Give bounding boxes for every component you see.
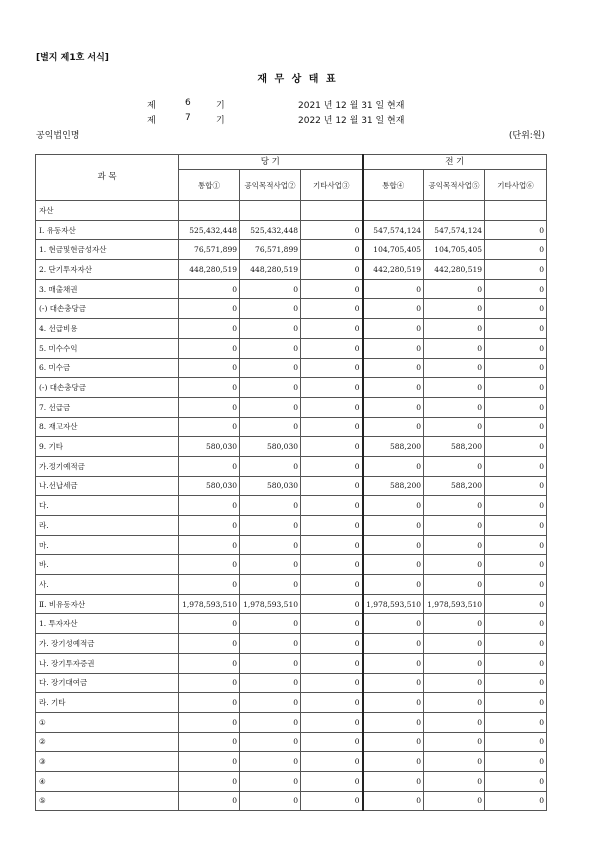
amount-cell: 0 [485,456,547,476]
amount-cell: 0 [240,712,301,732]
table-row [36,594,547,614]
amount-cell: 0 [363,338,424,358]
amount-cell: 0 [485,712,547,732]
amount-cell: 0 [424,693,485,713]
amount-cell: 0 [179,555,240,575]
amount-cell: 0 [363,732,424,752]
amount-cell: 0 [301,397,363,417]
table-row [36,378,547,398]
table-row [36,437,547,457]
amount-cell: 525,432,448 [240,220,301,240]
amount-cell: 0 [485,555,547,575]
amount-cell: 0 [240,771,301,791]
amount-cell: 0 [240,358,301,378]
amount-cell: 0 [424,771,485,791]
amount-cell: 0 [179,575,240,595]
amount-cell: 0 [301,673,363,693]
amount-cell: 0 [240,673,301,693]
amount-cell: 0 [179,614,240,634]
account-label: 바. [36,555,179,575]
amount-cell: 0 [424,555,485,575]
amount-cell: 0 [363,397,424,417]
amount-cell: 0 [485,732,547,752]
amount-cell: 0 [363,555,424,575]
account-label: 1. 현금및현금성자산 [36,240,179,260]
amount-cell: 0 [485,260,547,280]
amount-cell: 0 [424,614,485,634]
amount-cell: 547,574,124 [424,220,485,240]
table-row [36,417,547,437]
period-prefix: 제 [147,101,156,111]
amount-cell: 0 [485,319,547,339]
amount-cell: 588,200 [363,476,424,496]
amount-cell: 0 [301,752,363,772]
amount-cell: 0 [240,319,301,339]
amount-cell: 0 [363,279,424,299]
amount-cell: 0 [424,653,485,673]
table-row [36,653,547,673]
account-label: 다. [36,496,179,516]
amount-cell: 0 [485,535,547,555]
amount-cell: 0 [424,535,485,555]
amount-cell: 0 [240,653,301,673]
amount-cell: 1,978,593,510 [424,594,485,614]
account-label: 라. [36,516,179,536]
period-suffix: 기 [216,101,225,111]
table-row [36,397,547,417]
amount-cell: 0 [301,555,363,575]
amount-cell: 0 [240,417,301,437]
amount-cell: 0 [301,260,363,280]
amount-cell: 0 [485,397,547,417]
table-row [36,634,547,654]
amount-cell: 0 [240,693,301,713]
period-suffix: 기 [216,116,225,126]
amount-cell: 0 [179,732,240,752]
table-row [36,358,547,378]
amount-cell: 442,280,519 [424,260,485,280]
subject-header: 과 목 [36,155,179,201]
account-label: 3. 매출채권 [36,279,179,299]
amount-cell: 1,978,593,510 [363,594,424,614]
amount-cell: 0 [240,279,301,299]
amount-cell: 0 [179,791,240,811]
amount-cell: 0 [363,496,424,516]
amount-cell: 0 [240,535,301,555]
period-date: 2021 년 12 월 31 일 현재 [298,101,405,111]
period-date: 2022 년 12 월 31 일 현재 [298,116,405,126]
amount-cell: 0 [424,279,485,299]
period-number: 7 [185,113,191,123]
amount-cell: 0 [363,535,424,555]
previous-period-header: 전 기 [363,155,547,170]
account-label: Ⅰ. 유동자산 [36,220,179,240]
account-label: 4. 선급비용 [36,319,179,339]
amount-cell: 0 [179,516,240,536]
col-header: 기타사업③ [301,170,363,201]
amount-cell: 0 [301,791,363,811]
amount-cell: 0 [485,417,547,437]
amount-cell: 0 [240,791,301,811]
table-row [36,476,547,496]
amount-cell: 0 [179,338,240,358]
table-row [36,299,547,319]
amount-cell: 0 [301,476,363,496]
amount-cell: 0 [424,791,485,811]
amount-cell: 0 [485,693,547,713]
table-row [36,732,547,752]
amount-cell: 0 [301,338,363,358]
amount-cell: 0 [424,378,485,398]
amount-cell: 0 [485,496,547,516]
table-row [36,220,547,240]
amount-cell: 0 [485,220,547,240]
balance-sheet-table [35,154,547,811]
table-row [36,456,547,476]
amount-cell: 0 [301,279,363,299]
amount-cell: 0 [179,693,240,713]
amount-cell: 442,280,519 [363,260,424,280]
account-label: 마. [36,535,179,555]
amount-cell: 0 [240,634,301,654]
amount-cell: 0 [301,220,363,240]
account-label: 1. 투자자산 [36,614,179,634]
amount-cell: 0 [179,397,240,417]
amount-cell: 0 [485,791,547,811]
amount-cell: 0 [179,752,240,772]
amount-cell: 588,200 [424,476,485,496]
amount-cell: 0 [485,614,547,634]
amount-cell: 0 [301,437,363,457]
table-row [36,614,547,634]
amount-cell: 0 [485,771,547,791]
amount-cell: 0 [363,456,424,476]
table-row [36,791,547,811]
account-label: 7. 선급금 [36,397,179,417]
amount-cell: 0 [179,771,240,791]
amount-cell: 0 [424,319,485,339]
amount-cell: 0 [424,496,485,516]
account-label: 자산 [36,201,179,221]
amount-cell: 104,705,405 [424,240,485,260]
col-header: 공익목적사업② [240,170,301,201]
period-number: 6 [185,98,191,108]
amount-cell: 525,432,448 [179,220,240,240]
amount-cell: 0 [301,712,363,732]
amount-cell: 0 [485,476,547,496]
amount-cell: 0 [363,417,424,437]
current-period-header: 당 기 [179,155,363,170]
amount-cell: 0 [363,516,424,536]
amount-cell: 0 [485,634,547,654]
amount-cell: 0 [301,732,363,752]
amount-cell: 0 [301,417,363,437]
table-row [36,771,547,791]
amount-cell: 588,200 [363,437,424,457]
amount-cell: 547,574,124 [363,220,424,240]
table-row [36,201,547,221]
account-label: (-) 대손충당금 [36,299,179,319]
col-header: 기타사업⑥ [485,170,547,201]
amount-cell [240,201,301,221]
table-row [36,496,547,516]
amount-cell: 0 [424,673,485,693]
amount-cell: 0 [240,378,301,398]
amount-cell [179,201,240,221]
amount-cell: 0 [240,555,301,575]
amount-cell: 0 [485,358,547,378]
amount-cell: 0 [179,673,240,693]
amount-cell: 0 [179,319,240,339]
col-header: 통합① [179,170,240,201]
amount-cell: 0 [301,378,363,398]
account-label: 사. [36,575,179,595]
amount-cell: 0 [301,516,363,536]
col-header: 통합④ [363,170,424,201]
amount-cell: 0 [363,791,424,811]
amount-cell: 0 [363,771,424,791]
amount-cell: 0 [485,378,547,398]
amount-cell: 0 [485,240,547,260]
document-title: 재 무 상 태 표 [257,74,338,85]
amount-cell: 588,200 [424,437,485,457]
amount-cell: 0 [363,653,424,673]
amount-cell [363,201,424,221]
amount-cell: 0 [179,279,240,299]
amount-cell: 0 [179,535,240,555]
amount-cell: 0 [301,771,363,791]
account-label: 9. 기타 [36,437,179,457]
account-label: 다. 장기대여금 [36,673,179,693]
amount-cell: 0 [179,496,240,516]
amount-cell: 0 [301,575,363,595]
amount-cell: 0 [301,456,363,476]
amount-cell: 0 [179,456,240,476]
amount-cell: 448,280,519 [179,260,240,280]
amount-cell: 0 [363,378,424,398]
table-row [36,338,547,358]
amount-cell: 76,571,899 [240,240,301,260]
amount-cell: 0 [363,575,424,595]
amount-cell: 0 [363,319,424,339]
amount-cell [424,201,485,221]
amount-cell: 0 [485,673,547,693]
amount-cell: 0 [485,338,547,358]
amount-cell: 0 [240,496,301,516]
amount-cell: 0 [363,299,424,319]
amount-cell: 0 [301,693,363,713]
amount-cell: 0 [179,358,240,378]
amount-cell: 0 [424,634,485,654]
amount-cell: 0 [424,358,485,378]
amount-cell: 0 [424,516,485,536]
account-label: (-) 대손충당금 [36,378,179,398]
amount-cell: 1,978,593,510 [179,594,240,614]
table-row [36,319,547,339]
amount-cell: 580,030 [240,476,301,496]
table-row [36,535,547,555]
table-row [36,240,547,260]
amount-cell: 0 [363,693,424,713]
table-row [36,555,547,575]
amount-cell: 1,978,593,510 [240,594,301,614]
amount-cell: 0 [179,712,240,732]
amount-cell: 0 [240,456,301,476]
amount-cell: 0 [485,752,547,772]
table-row [36,712,547,732]
unit-label: (단위:원) [508,131,545,141]
amount-cell: 0 [240,397,301,417]
account-label: ③ [36,752,179,772]
amount-cell: 0 [301,496,363,516]
amount-cell [485,201,547,221]
amount-cell: 0 [363,614,424,634]
amount-cell: 0 [485,437,547,457]
amount-cell: 580,030 [179,476,240,496]
amount-cell: 0 [179,378,240,398]
amount-cell: 0 [240,752,301,772]
amount-cell: 0 [240,575,301,595]
amount-cell: 0 [179,634,240,654]
account-label: 8. 재고자산 [36,417,179,437]
amount-cell [301,201,363,221]
table-row [36,279,547,299]
account-label: ② [36,732,179,752]
account-label: 2. 단기투자자산 [36,260,179,280]
account-label: ④ [36,771,179,791]
corporation-name-label: 공익법인명 [36,131,80,141]
amount-cell: 0 [301,358,363,378]
account-label: ⑤ [36,791,179,811]
account-label: 5. 미수수익 [36,338,179,358]
amount-cell: 0 [301,594,363,614]
amount-cell: 0 [179,653,240,673]
amount-cell: 0 [485,594,547,614]
amount-cell: 0 [240,732,301,752]
amount-cell: 0 [301,653,363,673]
amount-cell: 0 [240,338,301,358]
account-label: 나. 장기투자증권 [36,653,179,673]
amount-cell: 0 [363,673,424,693]
table-row [36,673,547,693]
amount-cell: 0 [424,752,485,772]
account-label: 나.선납세금 [36,476,179,496]
amount-cell: 0 [424,575,485,595]
amount-cell: 448,280,519 [240,260,301,280]
amount-cell: 0 [363,358,424,378]
amount-cell: 0 [240,299,301,319]
table-row [36,693,547,713]
amount-cell: 0 [301,614,363,634]
amount-cell: 0 [363,634,424,654]
form-number-label: [별지 제1호 서식] [36,53,109,63]
amount-cell: 0 [363,712,424,732]
amount-cell: 0 [424,338,485,358]
period-prefix: 제 [147,116,156,126]
amount-cell: 0 [240,614,301,634]
amount-cell: 76,571,899 [179,240,240,260]
account-label: Ⅱ. 비유동자산 [36,594,179,614]
amount-cell: 0 [424,732,485,752]
amount-cell: 0 [485,575,547,595]
account-label: ① [36,712,179,732]
amount-cell: 104,705,405 [363,240,424,260]
amount-cell: 0 [240,516,301,536]
table-row [36,752,547,772]
account-label: 6. 미수금 [36,358,179,378]
amount-cell: 0 [424,299,485,319]
amount-cell: 0 [301,634,363,654]
amount-cell: 0 [424,712,485,732]
table-row [36,575,547,595]
table-row [36,516,547,536]
amount-cell: 580,030 [240,437,301,457]
table-row [36,260,547,280]
amount-cell: 0 [485,653,547,673]
account-label: 가.정기예적금 [36,456,179,476]
amount-cell: 0 [424,456,485,476]
account-label: 가. 장기성예적금 [36,634,179,654]
amount-cell: 0 [363,752,424,772]
account-label: 라. 기타 [36,693,179,713]
amount-cell: 0 [485,516,547,536]
amount-cell: 0 [179,417,240,437]
amount-cell: 0 [301,240,363,260]
amount-cell: 0 [485,279,547,299]
amount-cell: 0 [179,299,240,319]
amount-cell: 0 [301,319,363,339]
amount-cell: 0 [485,299,547,319]
amount-cell: 0 [301,535,363,555]
amount-cell: 0 [424,397,485,417]
amount-cell: 0 [424,417,485,437]
amount-cell: 580,030 [179,437,240,457]
amount-cell: 0 [301,299,363,319]
col-header: 공익목적사업⑤ [424,170,485,201]
